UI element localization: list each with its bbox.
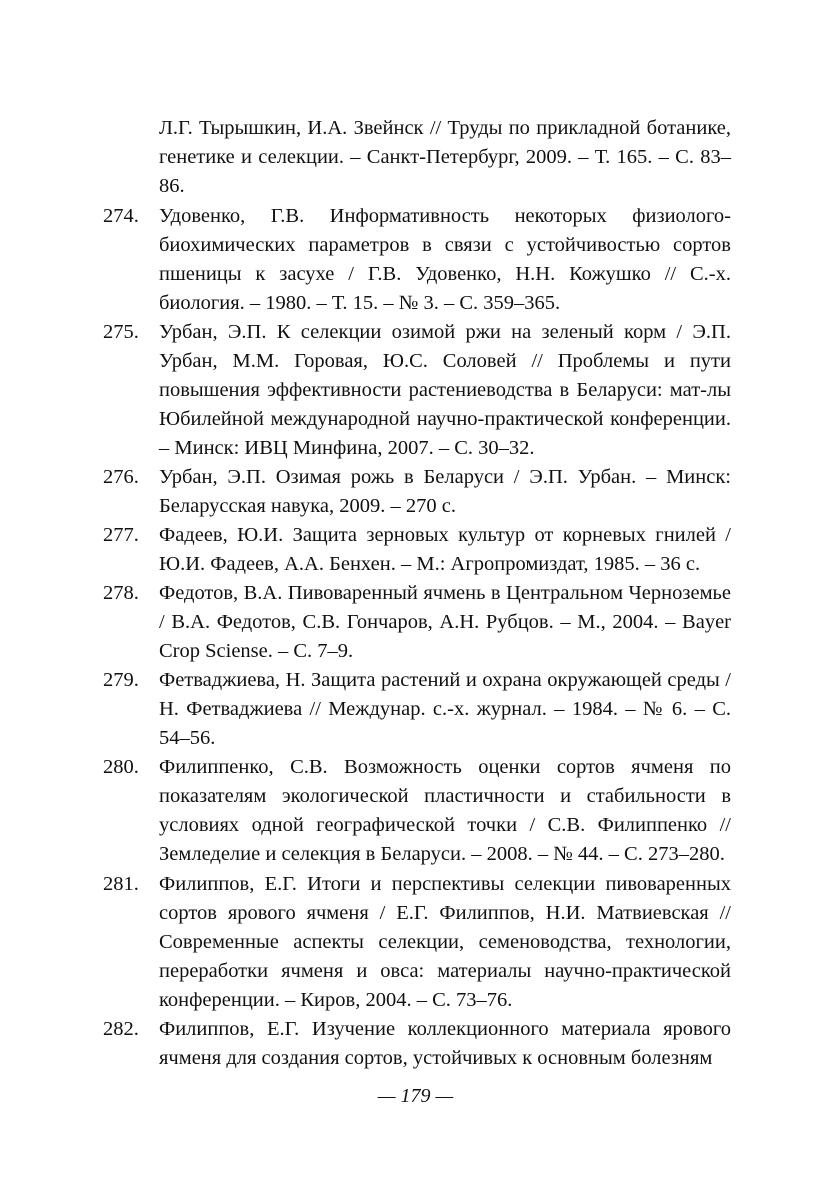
reference-text: Филиппов, Е.Г. Итоги и перспективы селекции пивоваренных сортов ярового ячменя / Е.Г. Филиппов, Н.И. Матвиевская // Современные аспекты селекции, семеноводства, технологии, переработки ячменя и овса: материалы научно-практической конференции. – Киров, 2004. – С. 73–76. [159, 873, 731, 1011]
reference-number: 280. [103, 756, 139, 778]
reference-number: 275. [103, 321, 139, 343]
reference-number: 281. [103, 873, 139, 895]
reference-number: 277. [103, 524, 139, 546]
reference-text: Удовенко, Г.В. Информативность некоторых физиолого-биохимических параметров в связи с устойчивостью сортов пшеницы к засухе / Г.В. Удовенко, Н.Н. Кожушко // С.-х. биология. – 1980. – Т. 15. – № 3. – С. 359–365. [159, 205, 731, 314]
reference-text: Федотов, В.А. Пивоваренный ячмень в Центральном Черноземье / В.А. Федотов, С.В. Гончаров, А.Н. Рубцов. – М., 2004. – Bayer Crop Sciense. – С. 7–9. [159, 582, 731, 662]
reference-number: 282. [103, 1018, 139, 1040]
reference-number: 278. [103, 582, 139, 604]
reference-text: Фетваджиева, Н. Защита растений и охрана окружающей среды / Н. Фетваджиева // Междунар. с.-х. журнал. – 1984. – № 6. – С. 54–56. [159, 669, 731, 749]
reference-number: 276. [103, 466, 139, 488]
reference-text: Л.Г. Тырышкин, И.А. Звейнск // Труды по прикладной ботанике, генетике и селекции. – Санкт-Петербург, 2009. – Т. 165. – С. 83–86. [159, 117, 731, 197]
reference-text: Урбан, Э.П. К селекции озимой ржи на зеленый корм / Э.П. Урбан, М.М. Горовая, Ю.С. Соловей // Проблемы и пути повышения эффективности растениеводства в Беларуси: мат-лы Юбилейной международной научно-практической конференции. – Минск: ИВЦ Минфина, 2007. – С. 30–32. [159, 321, 731, 459]
reference-text: Филиппов, Е.Г. Изучение коллекционного материала ярового ячменя для создания сортов, устойчивых к основным болезням [159, 1018, 731, 1069]
reference-number: 279. [103, 669, 139, 691]
reference-text: Филиппенко, С.В. Возможность оценки сортов ячменя по показателям экологической пластичности и стабильности в условиях одной географической точки / С.В. Филиппенко // Земледелие и селекция в Беларуси. – 2008. – № 44. – С. 273–280. [159, 756, 731, 865]
reference-text: Урбан, Э.П. Озимая рожь в Беларуси / Э.П. Урбан. – Минск: Беларусская навука, 2009. – 270 с. [159, 466, 731, 517]
reference-number: 274. [103, 205, 139, 227]
reference-text: Фадеев, Ю.И. Защита зерновых культур от корневых гнилей / Ю.И. Фадеев, А.А. Бенхен. – М.: Агропромиздат, 1985. – 36 с. [159, 524, 731, 575]
page-number: — 179 — [377, 1085, 454, 1107]
